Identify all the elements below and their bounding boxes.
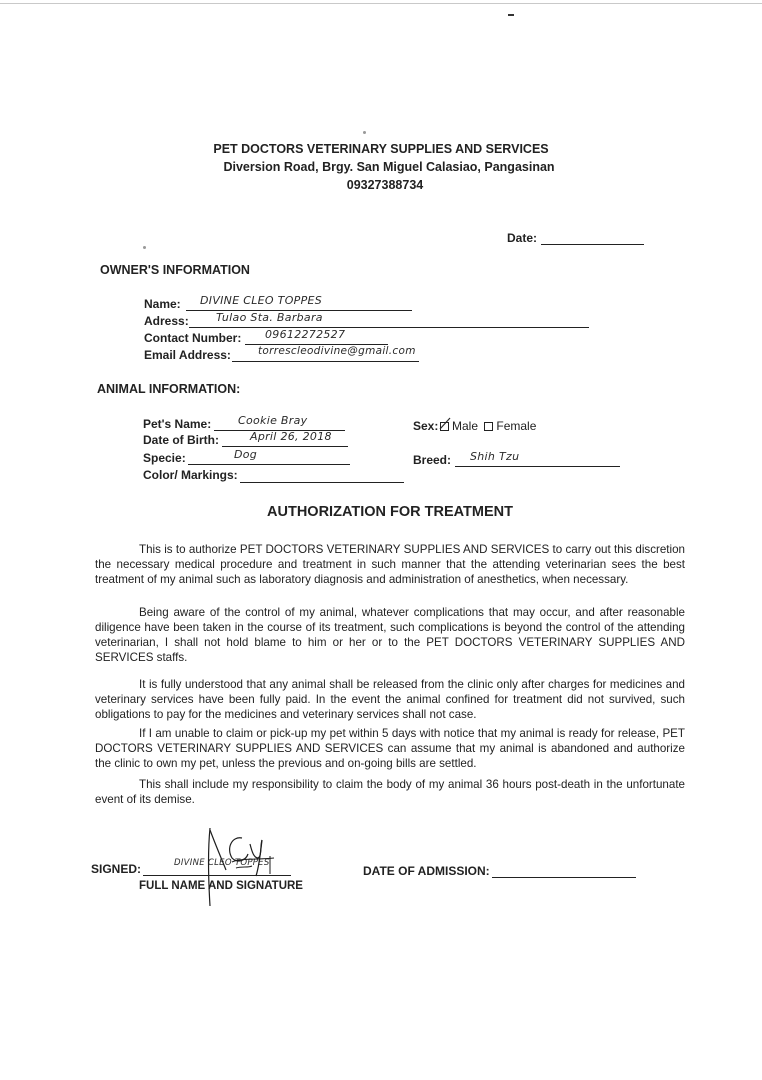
authorization-title: AUTHORIZATION FOR TREATMENT xyxy=(267,504,513,520)
pet-name-label: Pet's Name: xyxy=(143,417,212,431)
checkmark-icon xyxy=(438,417,454,433)
paragraph-authorize: This is to authorize PET DOCTORS VETERINARY SUPPLIES AND SERVICES to carry out this discretion the necessary medical procedure and treatment in such manner that the attending veterinarian sees the best treatment of my animal such as laboratory diagnosis and administration of anesthetics, when necessary. xyxy=(95,543,685,586)
email-address-value: torrescleodivine@gmail.com xyxy=(258,345,416,357)
contact-number-label: Contact Number: xyxy=(144,331,242,345)
owner-address-value: Tulao Sta. Barbara xyxy=(216,311,323,324)
sex-label: Sex: xyxy=(413,419,439,433)
date-label: Date: xyxy=(507,231,538,245)
color-markings-label: Color/ Markings: xyxy=(143,468,238,482)
dob-value: April 26, 2018 xyxy=(250,430,332,443)
specie-label: Specie: xyxy=(143,451,186,465)
specie-value: Dog xyxy=(234,448,258,461)
email-address-label: Email Address: xyxy=(144,348,231,362)
owner-name-value: DIVINE CLEO TOPPES xyxy=(200,294,323,307)
specie-line[interactable] xyxy=(188,464,350,465)
owner-address-label: Adress: xyxy=(144,314,189,328)
owner-address-line[interactable] xyxy=(189,327,589,328)
date-field-line[interactable] xyxy=(541,244,644,245)
signed-name-value: DIVINE CLEO TOPPES xyxy=(174,858,270,868)
animal-section-title: ANIMAL INFORMATION: xyxy=(97,382,241,396)
paragraph-control: Being aware of the control of my animal, whatever complications that may occur, and after reasonable diligence have been taken in the course of its treatment, such complications is beyond the control of the attending veterinarian, I shall not hold blame to him or her or to the PET DOCTORS VETERINARY SUPPLIES AND SERVICES staffs. xyxy=(95,606,685,664)
owner-section-title: OWNER'S INFORMATION xyxy=(100,263,250,277)
paragraph-release: It is fully understood that any animal shall be released from the clinic only after charges for medicines and veterinary services have been fully paid. In the event the animal confined for treatment did not survived, such obligations to pay for the medicines and veterinary services shall not case. xyxy=(95,678,685,721)
pet-name-value: Cookie Bray xyxy=(238,414,308,427)
sex-female-label: Female xyxy=(496,419,537,433)
breed-value: Shih Tzu xyxy=(470,450,520,463)
date-of-admission-line[interactable] xyxy=(492,877,636,878)
scan-mark xyxy=(508,14,514,16)
signed-label: SIGNED: xyxy=(91,862,142,876)
sex-female-checkbox[interactable] xyxy=(484,422,493,431)
scan-speck xyxy=(143,246,146,249)
dob-line[interactable] xyxy=(222,446,348,447)
breed-line[interactable] xyxy=(455,466,620,467)
clinic-name: PET DOCTORS VETERINARY SUPPLIES AND SERVICES xyxy=(213,142,549,156)
paragraph-post-death: This shall include my responsibility to claim the body of my animal 36 hours post-death in the unfortunate event of its demise. xyxy=(95,778,685,806)
dob-label: Date of Birth: xyxy=(143,433,219,447)
signature-caption: FULL NAME AND SIGNATURE xyxy=(139,880,303,892)
contact-number-value: 09612272527 xyxy=(265,328,346,341)
handwritten-signature xyxy=(196,818,306,913)
paragraph-abandonment: If I am unable to claim or pick-up my pet within 5 days with notice that my animal is ready for release, PET DOCTORS VETERINARY SUPPLIES AND SERVICES can assume that my animal is abandoned and authorize the clinic to own my pet, unless the previous and on-going bills are settled. xyxy=(95,727,685,770)
clinic-address: Diversion Road, Brgy. San Miguel Calasiao, Pangasinan xyxy=(223,160,555,174)
owner-name-label: Name: xyxy=(144,297,181,311)
clinic-phone: 09327388734 xyxy=(346,178,424,192)
date-of-admission-label: DATE OF ADMISSION: xyxy=(363,864,490,878)
sex-male-checkbox[interactable] xyxy=(440,422,449,431)
scan-edge-line xyxy=(0,3,762,4)
breed-label: Breed: xyxy=(413,453,452,467)
scan-speck xyxy=(363,131,366,134)
sex-male-label: Male xyxy=(452,419,479,433)
sex-options xyxy=(437,419,536,433)
color-markings-line[interactable] xyxy=(240,482,404,483)
email-address-line[interactable] xyxy=(232,361,419,362)
